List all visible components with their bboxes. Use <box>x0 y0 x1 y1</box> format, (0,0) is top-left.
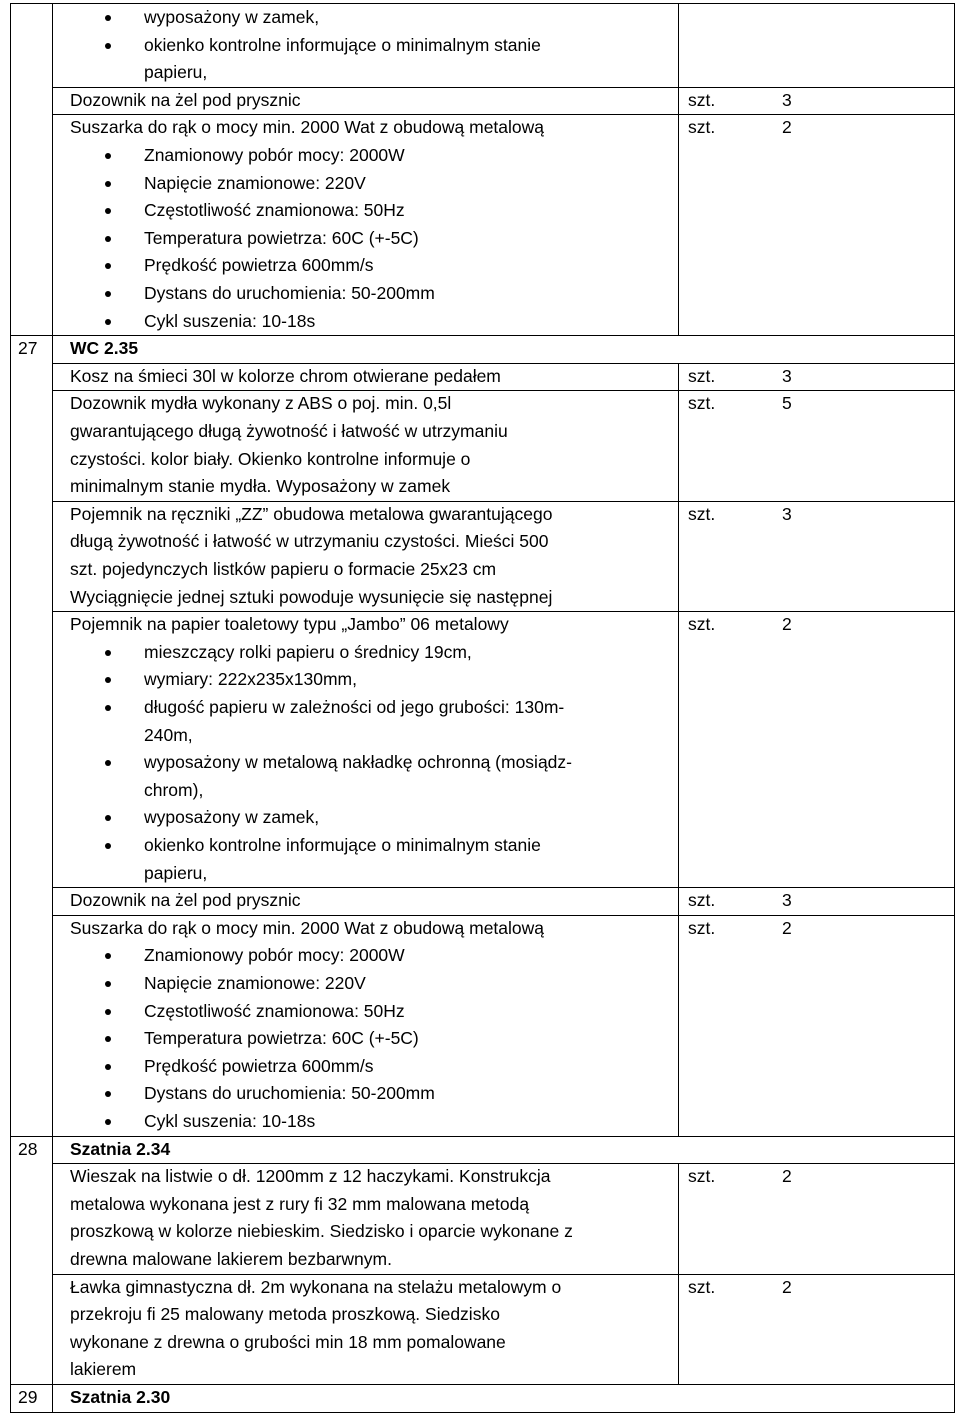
unit-label: szt. <box>688 393 716 414</box>
item-description: gwarantującego długą żywotność i łatwość w utrzymaniu <box>70 421 508 441</box>
bullet-item-text: Napięcie znamionowe: 220V <box>144 172 366 193</box>
unit-label: szt. <box>688 1276 716 1297</box>
unit-label: szt. <box>688 1166 716 1187</box>
bullet-item-text: wyposażony w zamek, <box>144 7 320 27</box>
item-description: 240m, <box>144 724 193 745</box>
bullet-icon <box>105 15 111 21</box>
bullet-icon <box>105 1119 111 1125</box>
bullet-item-text: mieszczący rolki papieru o średnicy 19cm, <box>144 641 472 662</box>
bullet-item-text: wymiary: 222x235x130mm, <box>144 669 357 690</box>
item-description: szt. pojedynczych listków papieru o formacie 25x23 cm <box>70 559 497 579</box>
item-description: przekroju fi 25 malowany metoda proszkową. Siedzisko <box>70 1304 500 1325</box>
column-divider <box>678 363 679 1136</box>
item-description: Wieszak na listwie o dł. 1200mm z 12 haczykami. Konstrukcja <box>70 1166 551 1187</box>
bullet-item-text: Dystans do uruchomienia: 50-200mm <box>144 1083 435 1104</box>
item-description: Kosz na śmieci 30l w kolorze chrom otwierane pedałem <box>70 365 501 386</box>
unit-label: szt. <box>688 503 716 524</box>
unit-label: szt. <box>688 917 716 938</box>
bullet-item-text: Częstotliwość znamionowa: 50Hz <box>144 1000 405 1021</box>
quantity-value: 3 <box>782 89 792 110</box>
bullet-icon <box>105 1036 111 1042</box>
bullet-icon <box>105 981 111 987</box>
bullet-icon <box>105 815 111 821</box>
item-description: Wyciągnięcie jednej sztuki powoduje wysunięcie się następnej <box>70 586 553 607</box>
bullet-item-text: Prędkość powietrza 600mm/s <box>144 1055 374 1076</box>
unit-label: szt. <box>688 365 716 386</box>
bullet-item-text: Prędkość powietrza 600mm/s <box>144 255 374 276</box>
bullet-item-text: Znamionowy pobór mocy: 2000W <box>144 945 405 966</box>
quantity-value: 3 <box>782 503 792 524</box>
bullet-item-text: Napięcie znamionowe: 220V <box>144 973 366 993</box>
bullet-item-text: wyposażony w zamek, <box>144 807 320 828</box>
item-description: minimalnym stanie mydła. Wyposażony w zamek <box>70 476 451 497</box>
quantity-value: 2 <box>782 1166 792 1187</box>
bullet-icon <box>105 319 111 325</box>
bullet-icon <box>105 705 111 711</box>
item-description: metalowa wykonana jest z rury fi 32 mm malowana metodą <box>70 1193 530 1214</box>
bullet-icon <box>105 181 111 187</box>
column-divider <box>678 1164 679 1385</box>
bullet-item-text: okienko kontrolne informujące o minimalnym stanie <box>144 34 541 55</box>
bullet-item-text: Temperatura powietrza: 60C (+-5C) <box>144 1028 419 1049</box>
item-description: Ławka gimnastyczna dł. 2m wykonana na stelażu metalowym o <box>70 1276 562 1297</box>
quantity-value: 3 <box>782 365 792 386</box>
bullet-item-text: długość papieru w zależności od jego grubości: 130m- <box>144 697 565 717</box>
row-divider <box>10 1412 954 1413</box>
item-description: Pojemnik na ręczniki „ZZ” obudowa metalowa gwarantującego <box>70 503 553 524</box>
item-description: Dozownik na żel pod prysznic <box>70 89 301 110</box>
quantity-value: 2 <box>782 614 792 635</box>
bullet-icon <box>105 263 111 269</box>
bullet-item-text: okienko kontrolne informujące o minimalnym stanie <box>144 835 541 855</box>
bullet-icon <box>105 760 111 766</box>
section-number: 27 <box>18 338 38 359</box>
bullet-item-text: Temperatura powietrza: 60C (+-5C) <box>144 227 419 248</box>
item-description: Suszarka do rąk o mocy min. 2000 Wat z obudową metalową <box>70 117 545 138</box>
bullet-item-text: Cykl suszenia: 10-18s <box>144 1111 316 1131</box>
item-description: Suszarka do rąk o mocy min. 2000 Wat z obudową metalową <box>70 917 545 938</box>
unit-label: szt. <box>688 89 716 110</box>
column-divider <box>10 3 11 1413</box>
bullet-icon <box>105 236 111 242</box>
item-description: długą żywotność i łatwość w utrzymaniu czystości. Mieści 500 <box>70 531 549 552</box>
item-description: chrom), <box>144 779 204 800</box>
section-number: 29 <box>18 1387 38 1407</box>
quantity-value: 2 <box>782 117 792 138</box>
item-description: lakierem <box>70 1359 137 1380</box>
section-number: 28 <box>18 1138 38 1159</box>
unit-label: szt. <box>688 890 716 911</box>
unit-label: szt. <box>688 117 716 138</box>
quantity-value: 2 <box>782 1276 792 1297</box>
column-divider <box>52 3 53 1413</box>
bullet-icon <box>105 1064 111 1070</box>
row-divider <box>10 335 954 336</box>
column-divider <box>954 3 955 1413</box>
bullet-icon <box>105 953 111 959</box>
item-description: wykonane z drewna o grubości min 18 mm pomalowane <box>70 1331 506 1352</box>
bullet-icon <box>105 677 111 683</box>
bullet-icon <box>105 843 111 849</box>
quantity-value: 3 <box>782 890 792 911</box>
bullet-icon <box>105 650 111 656</box>
item-description: Pojemnik na papier toaletowy typu „Jambo” 06 metalowy <box>70 614 509 635</box>
bullet-icon <box>105 153 111 159</box>
bullet-icon <box>105 43 111 49</box>
quantity-value: 2 <box>782 917 792 938</box>
bullet-item-text: Znamionowy pobór mocy: 2000W <box>144 145 405 165</box>
item-description: papieru, <box>144 862 208 883</box>
bullet-item-text: Dystans do uruchomienia: 50-200mm <box>144 283 435 303</box>
column-divider <box>678 3 679 335</box>
section-title: Szatnia 2.30 <box>70 1387 171 1407</box>
bullet-icon <box>105 1009 111 1015</box>
bullet-icon <box>105 208 111 214</box>
bullet-item-text: Częstotliwość znamionowa: 50Hz <box>144 200 405 221</box>
bullet-item-text: Cykl suszenia: 10-18s <box>144 310 316 331</box>
item-description: papieru, <box>144 62 208 83</box>
item-description: Dozownik mydła wykonany z ABS o poj. min. 0,5l <box>70 393 452 414</box>
bullet-icon <box>105 1091 111 1097</box>
unit-label: szt. <box>688 614 716 635</box>
bullet-item-text: wyposażony w metalową nakładkę ochronną (mosiądz- <box>144 752 572 773</box>
bullet-icon <box>105 291 111 297</box>
section-title: WC 2.35 <box>70 338 139 359</box>
quantity-value: 5 <box>782 393 792 414</box>
section-title: Szatnia 2.34 <box>70 1138 171 1159</box>
item-description: drewna malowane lakierem bezbarwnym. <box>70 1249 392 1269</box>
item-description: proszkową w kolorze niebieskim. Siedzisko i oparcie wykonane z <box>70 1221 573 1242</box>
item-description: Dozownik na żel pod prysznic <box>70 890 301 911</box>
item-description: czystości. kolor biały. Okienko kontrolne informuje o <box>70 448 471 469</box>
